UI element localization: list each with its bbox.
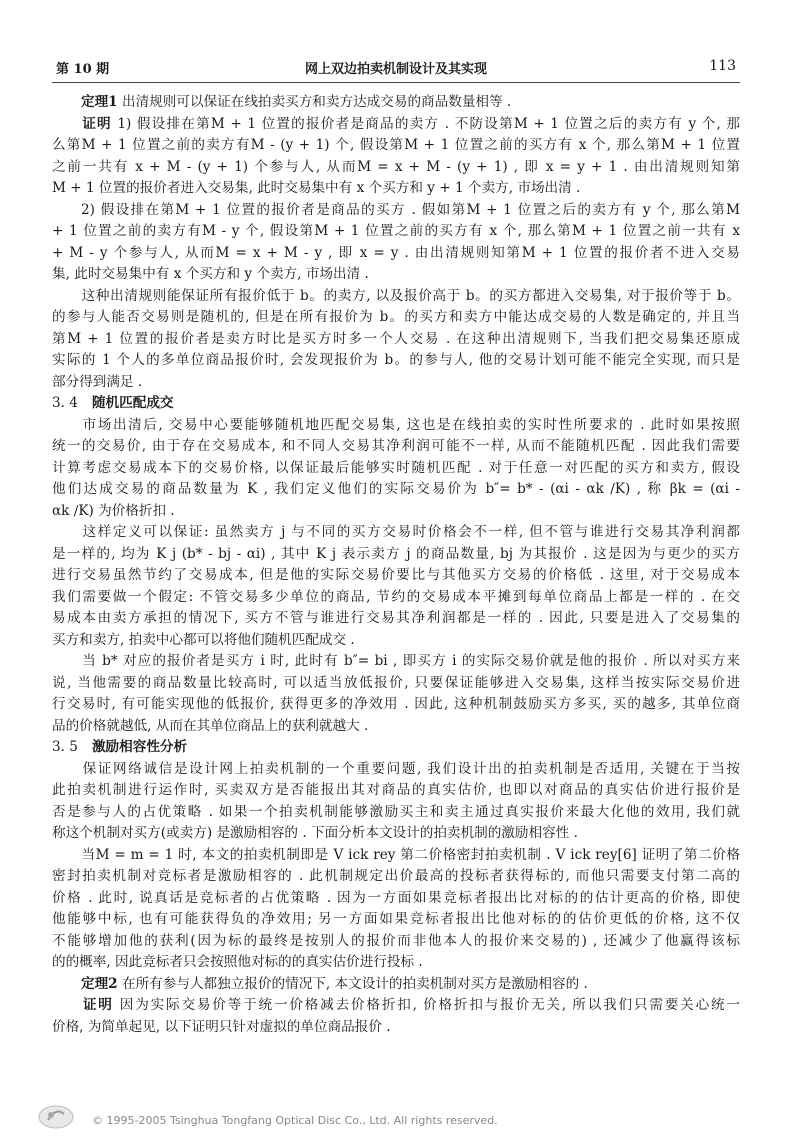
journal-running-title: 网上双边拍卖机制设计及其实现 <box>304 62 487 77</box>
section-heading <box>52 393 740 415</box>
line-text: 否是参与人的占优策略 . 如果一个拍卖机制能够激励买主和卖主通过真实报价来最大化他的效用, 我们就 <box>52 803 740 820</box>
text-line <box>52 501 740 523</box>
line-text: 在所有参与人都独立报价的情况下, 本文设计的拍卖机制对买方是激励相容的 . <box>117 975 588 992</box>
text-line <box>52 974 740 996</box>
text-line <box>52 845 740 867</box>
line-text: 的的概率, 因此竞标者只会按照他对标的的真实估价进行投标 . <box>52 954 423 970</box>
text-line <box>52 995 740 1017</box>
line-text: 计算考虑交易成本下的交易价格, 以保证最后能够实时随机匹配 . 对于任意一对匹配的买方和卖方, 假设 <box>52 459 740 476</box>
text-line <box>52 243 740 265</box>
running-header <box>56 58 736 80</box>
text-line <box>52 221 740 243</box>
line-text: 2) 假设排在第M + 1 位置的报价者是商品的买方 . 假如第M + 1 位置之后的卖方有 y 个, 那么第M <box>81 201 740 218</box>
line-text: 说, 当他需要的商品数量比较高时, 可以适当放低报价, 只要保证能够进入交易集, 这样当按实际交易价进 <box>52 674 740 691</box>
line-text: 他们达成交易的商品数量为 K , 我们定义他们的实际交易价为 b″= b* - (αi - αk ∕K) , 称 βk = (αi - <box>52 481 740 497</box>
text-line <box>52 888 740 910</box>
text-line <box>52 1017 740 1039</box>
article-body <box>52 92 740 1038</box>
line-text: 第M + 1 位置的报价者是卖方时比是买方时多一个人交易 . 在这种出清规则下, 当我们把交易集还原成 <box>52 330 740 347</box>
text-line <box>52 587 740 609</box>
line-text: 进行交易虽然节约了交易成本, 但是他的实际交易价要比与其他买方交易的价格低 . 这里, 对于交易成本 <box>52 567 740 583</box>
theorem-label: 证明 <box>81 997 114 1013</box>
line-text: 保证网络诚信是设计网上拍卖机制的一个重要问题, 我们设计出的拍卖机制是否适用, 关键在于当按 <box>81 760 740 777</box>
text-line <box>52 823 740 845</box>
text-line <box>52 372 740 394</box>
text-line <box>52 157 740 179</box>
line-text: 此拍卖机制进行运作时, 买卖双方是否能报出其对商品的真实估价, 也即以对商品的真实估价进行报价是 <box>52 782 740 798</box>
section-heading <box>52 737 740 759</box>
text-line <box>52 909 740 931</box>
section-number: 3. 5 <box>52 739 78 755</box>
page-footer <box>36 1100 746 1134</box>
text-line <box>52 479 740 501</box>
text-line <box>52 329 740 351</box>
text-line <box>52 307 740 329</box>
header-rule <box>52 82 740 83</box>
line-text: 市场出清后, 交易中心要能够随机地匹配交易集, 这也是在线拍卖的实时性所要求的 . 此时如果按照 <box>81 416 740 433</box>
theorem-label: 定理1 <box>81 94 118 110</box>
text-line <box>52 952 740 974</box>
text-line <box>52 716 740 738</box>
text-line <box>52 286 740 308</box>
page-number: 113 <box>709 58 736 74</box>
line-text: 集, 此时交易集中有 x 个买方和 y 个卖方, 市场出清 . <box>52 266 369 282</box>
line-text: 出清规则可以保证在线拍卖买方和卖方达成交易的商品数量相等 . <box>117 94 512 110</box>
text-line <box>52 415 740 437</box>
text-line <box>52 673 740 695</box>
text-line <box>52 92 740 114</box>
line-text: M + 1 位置的报价者进入交易集, 此时交易集中有 x 个买方和 y + 1 个卖方, 市场出清 . <box>52 180 581 196</box>
text-line <box>52 522 740 544</box>
line-text: 统一的交易价, 由于存在交易成本, 和不同人交易其净利润可能不一样, 从而不能随机匹配 . 因此我们需要 <box>52 438 740 454</box>
line-text: 称这个机制对买方(或卖方) 是激励相容的 . 下面分析本文设计的拍卖机制的激励相容性 . <box>52 825 578 841</box>
issue-label: 第 10 期 <box>56 62 110 77</box>
line-text: 之前一共有 x + M - (y + 1) 个参与人, 从而M = x + M - (y + 1) , 即 x = y + 1 . 由出清规则知第 <box>52 158 740 175</box>
text-line <box>52 135 740 157</box>
line-text: 当M = m = 1 时, 本文的拍卖机制即是 V ick rey 第二价格密封拍卖机制 . V ick rey[6] 证明了第二价格 <box>81 846 740 863</box>
cnki-logo-icon <box>36 1102 76 1132</box>
text-line <box>52 780 740 802</box>
line-text: 行交易时, 有可能实现他的低报价, 获得更多的净效用 . 因此, 这种机制鼓励买方多买, 买的越多, 其单位商 <box>52 696 740 712</box>
line-text: 品的价格就越低, 从而在其单位商品上的获利就越大 . <box>52 717 369 734</box>
line-text: 当 b* 对应的报价者是买方 i 时, 此时有 b″= bi , 即买方 i 的实际交易价就是他的报价 . 所以对买方来 <box>81 653 740 669</box>
line-text: 部分得到满足 . <box>52 373 143 390</box>
theorem-label: 定理2 <box>81 975 118 992</box>
text-line <box>52 178 740 200</box>
line-text: 么第M + 1 位置之前的卖方有M - (y + 1) 个, 假设第M + 1 位置之前的买方有 x 个, 那么第M + 1 位置 <box>52 137 740 153</box>
line-text: 他能够中标, 也有可能获得负的净效用; 另一方面如果竞标者报出比他对标的的估价更低的价格, 这不仅 <box>52 911 740 927</box>
line-text: 这种出清规则能保证所有报价低于 b。的卖方, 以及报价高于 b。的买方都进入交易集, 对于报价等于 b。 <box>81 287 740 304</box>
text-line <box>52 802 740 824</box>
text-line <box>52 565 740 587</box>
line-text: 不能够增加他的获利(因为标的最终是按别人的报价而非他本人的报价来交易的) , 还减少了他赢得该标 <box>52 932 740 949</box>
text-line <box>52 200 740 222</box>
line-text: 的参与人能否交易则是随机的, 但是在所有报价为 b。的买方和卖方中能达成交易的人数是确定的, 并且当 <box>52 309 740 325</box>
line-text: + 1 位置之前的卖方有M - y 个, 假设第M + 1 位置之前的买方有 x 个, 那么第M + 1 位置之前一共有 x <box>52 223 740 239</box>
text-line <box>52 866 740 888</box>
line-text: 这样定义可以保证: 虽然卖方 j 与不同的买方交易时价格会不一样, 但不管与谁进行交易其净利润都 <box>81 524 740 540</box>
line-text: + M - y 个参与人, 从而M = x + M - y , 即 x = y . 由出清规则知第M + 1 位置的报价者不进入交易 <box>52 244 740 261</box>
text-line <box>52 651 740 673</box>
text-line <box>52 436 740 458</box>
theorem-label: 证明 <box>81 115 112 132</box>
text-line <box>52 759 740 781</box>
line-text: 实际的 1 个人的多单位商品报价时, 会发现报价为 b。的参与人, 他的交易计划可能不能完全实现, 而只是 <box>52 352 740 368</box>
text-line <box>52 694 740 716</box>
text-line <box>52 544 740 566</box>
line-text: 易成本由卖方承担的情况下, 买方不管与谁进行交易其净利润都是一样的 . 因此, 只要是进入了交易集的 <box>52 610 740 626</box>
line-text: 买方和卖方, 拍卖中心都可以将他们随机匹配成交 . <box>52 631 355 648</box>
section-title: 激励相容性分析 <box>91 739 188 755</box>
line-text: 1) 假设排在第M + 1 位置的报价者是商品的卖方 . 不防设第M + 1 位置之后的卖方有 y 个, 那 <box>111 115 740 132</box>
section-title: 随机匹配成交 <box>91 395 174 411</box>
text-line <box>52 350 740 372</box>
line-text: 价格 . 此时, 说真话是竞标者的占优策略 . 因为一方面如果竞标者报出比对标的的估计更高的价格, 即使 <box>52 889 740 906</box>
text-line <box>52 931 740 953</box>
line-text: αk ∕K) 为价格折扣 . <box>52 502 175 519</box>
line-text: 密封拍卖机制对竞标者是激励相容的 . 此机制规定出价最高的投标者获得标的, 而他只需要支付第二高的 <box>52 868 740 884</box>
text-line <box>52 264 740 286</box>
line-text: 因为实际交易价等于统一价格减去价格折扣, 价格折扣与报价无关, 所以我们只需要关心统一 <box>113 997 741 1013</box>
line-text: 价格, 为简单起见, 以下证明只针对虚拟的单位商品报价 . <box>52 1018 391 1035</box>
copyright-notice: © 1995-2005 Tsinghua Tongfang Optical Disc Co., Ltd. All rights reserved. <box>92 1114 498 1127</box>
text-line <box>52 458 740 480</box>
text-line <box>52 608 740 630</box>
section-number: 3. 4 <box>52 395 78 411</box>
line-text: 我们需要做一个假定: 不管交易多少单位的商品, 节约的交易成本平摊到每单位商品上都是一样的 . 在交 <box>52 588 740 605</box>
line-text: 是一样的, 均为 K j (b* - bj - αi) , 其中 K j 表示卖方 j 的商品数量, bj 为其报价 . 这是因为与更少的买方 <box>52 545 740 562</box>
text-line <box>52 114 740 136</box>
text-line <box>52 630 740 652</box>
